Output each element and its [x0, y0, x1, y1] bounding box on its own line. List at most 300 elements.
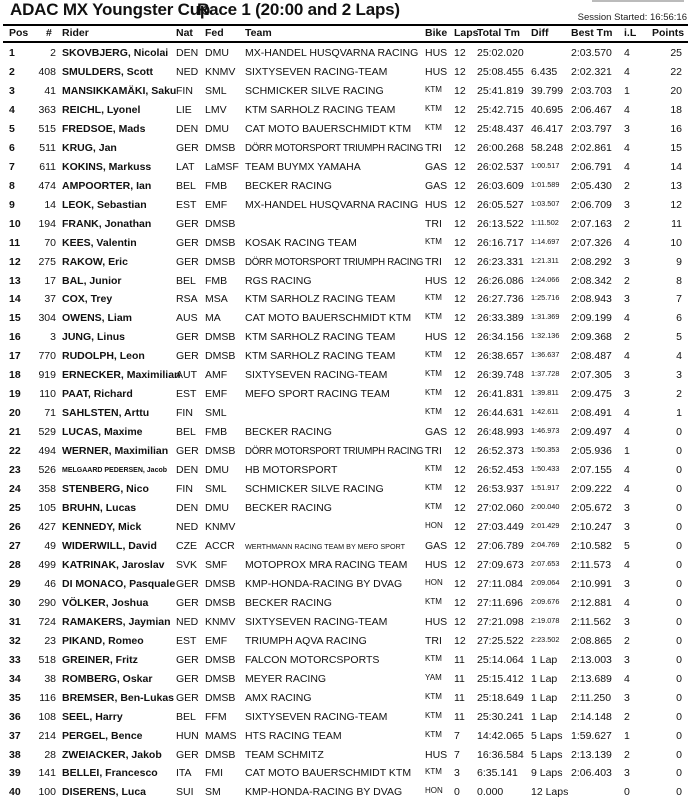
table-row [0, 442, 691, 461]
row-pos: 3 [9, 84, 15, 97]
row-fed: DMSB [205, 141, 236, 154]
row-pos: 39 [9, 767, 21, 780]
row-total-time: 27:21.098 [477, 615, 524, 628]
row-points: 25 [670, 47, 682, 59]
row-best-time: 2:02.321 [571, 65, 612, 78]
table-row [0, 594, 691, 613]
row-points: 1 [676, 407, 682, 420]
row-pos: 31 [9, 615, 21, 628]
row-number: 363 [38, 103, 56, 116]
row-laps: 12 [454, 539, 466, 552]
row-best-time: 2:10.991 [571, 577, 612, 590]
row-diff: 1:00.517 [531, 160, 560, 170]
row-total-time: 26:44.631 [477, 407, 524, 420]
row-rider: LUCAS, Maxime [62, 426, 143, 439]
row-laps: 12 [454, 445, 466, 458]
row-best-time: 2:09.199 [571, 312, 612, 325]
row-rider: OWENS, Liam [62, 312, 133, 325]
row-fed: EMF [205, 198, 228, 211]
row-best-time: 2:08.491 [571, 407, 612, 420]
row-diff: 1:36.637 [531, 350, 560, 360]
row-number: 100 [38, 786, 56, 799]
row-total-time: 25:02.020 [477, 47, 524, 59]
row-fed: KNMV [205, 65, 236, 78]
row-rider: PAAT, Richard [62, 388, 133, 401]
row-il: 5 [624, 539, 630, 552]
row-diff: 2:00.040 [531, 502, 560, 512]
row-number: 724 [38, 615, 56, 628]
row-il: 2 [624, 710, 630, 723]
row-bike: HUS [425, 615, 448, 628]
row-number: 194 [38, 217, 56, 230]
row-total-time: 25:14.064 [477, 653, 524, 666]
row-pos: 37 [9, 729, 21, 742]
row-team: TEAM SCHMITZ [245, 748, 324, 761]
row-pos: 30 [9, 596, 21, 609]
row-bike: KTM [425, 122, 442, 132]
row-laps: 12 [454, 293, 466, 306]
row-laps: 11 [454, 672, 465, 685]
row-fed: DMSB [205, 653, 236, 666]
row-il: 3 [624, 653, 630, 666]
row-points: 0 [676, 786, 682, 799]
row-laps: 12 [454, 198, 466, 211]
row-team: RGS RACING [245, 274, 312, 287]
row-pos: 13 [9, 274, 21, 287]
row-number: 46 [44, 577, 56, 590]
row-number: 427 [38, 521, 56, 533]
row-rider: GREINER, Fritz [62, 653, 138, 666]
row-diff: 12 Laps [531, 786, 569, 799]
row-points: 0 [676, 426, 682, 439]
row-nat: GER [176, 748, 199, 761]
row-bike: KTM [425, 312, 442, 322]
row-points: 12 [670, 198, 682, 211]
row-rider: SAHLSTEN, Arttu [62, 407, 150, 420]
row-best-time: 2:11.250 [571, 691, 612, 704]
row-il: 3 [624, 388, 630, 401]
row-diff: 1:42.611 [531, 407, 559, 417]
row-points: 18 [670, 103, 682, 116]
row-rider: RUDOLPH, Leon [62, 350, 145, 363]
row-team: WERTHMANN RACING TEAM BY MEFO SPORT [245, 541, 406, 551]
row-rider: REICHL, Lyonel [62, 103, 141, 116]
row-number: 141 [38, 767, 56, 780]
row-best-time: 2:03.570 [571, 47, 612, 59]
row-pos: 25 [9, 502, 21, 515]
row-best-time: 2:08.865 [571, 634, 612, 647]
row-best-time: 2:02.861 [571, 141, 612, 154]
row-laps: 7 [454, 729, 460, 742]
row-bike: KTM [425, 767, 442, 777]
row-diff: 1:37.728 [531, 369, 560, 379]
row-best-time: 2:03.703 [571, 84, 612, 97]
row-team: KTM SARHOLZ RACING TEAM [245, 103, 396, 116]
row-best-time: 2:10.247 [571, 521, 612, 533]
row-best-time: 2:13.689 [571, 672, 612, 685]
row-laps: 12 [454, 464, 466, 477]
row-pos: 5 [9, 122, 15, 135]
row-il: 4 [624, 426, 630, 439]
row-il: 3 [624, 122, 630, 135]
row-best-time: 2:07.155 [571, 464, 612, 477]
row-bike: KTM [425, 483, 442, 493]
row-team: KMP-HONDA-RACING BY DVAG [245, 577, 403, 590]
table-row [0, 651, 691, 670]
row-team: CAT MOTO BAUERSCHMIDT KTM [245, 767, 412, 780]
row-total-time: 26:39.748 [477, 369, 524, 382]
table-row [0, 253, 691, 272]
row-number: 41 [44, 84, 56, 97]
row-diff: 5 Laps [531, 748, 563, 761]
row-bike: TRI [425, 255, 442, 268]
row-nat: GER [176, 672, 199, 685]
col-points: Points [652, 27, 685, 39]
row-points: 20 [670, 84, 682, 97]
row-diff: 2:19.078 [531, 615, 560, 625]
row-team: FALCON MOTORCSPORTS [245, 653, 380, 666]
row-team: MEYER RACING [245, 672, 327, 685]
row-fed: SMF [205, 558, 228, 571]
row-pos: 2 [9, 65, 15, 78]
row-bike: KTM [425, 236, 442, 246]
row-best-time: 2:13.139 [571, 748, 612, 761]
table-row [0, 158, 691, 177]
row-number: 304 [38, 312, 56, 325]
row-rider: PERGEL, Bence [62, 729, 143, 742]
row-rider: BRUHN, Lucas [62, 502, 137, 515]
row-pos: 26 [9, 521, 21, 533]
row-fed: SM [205, 786, 221, 799]
row-rider: ZWEIACKER, Jakob [62, 748, 162, 761]
row-best-time: 2:09.475 [571, 388, 612, 401]
row-pos: 27 [9, 539, 21, 552]
table-row [0, 328, 691, 347]
row-diff: 1:50.353 [531, 445, 560, 455]
row-total-time: 27:11.084 [477, 577, 523, 590]
row-il: 4 [624, 464, 630, 477]
row-bike: HUS [425, 274, 448, 287]
row-diff: 1:39.811 [531, 388, 559, 398]
event-title: ADAC MX Youngster Cup [10, 0, 211, 19]
table-row [0, 366, 691, 385]
row-bike: TRI [425, 141, 442, 154]
row-fed: DMSB [205, 331, 236, 344]
row-laps: 12 [454, 65, 466, 78]
row-bike: GAS [425, 179, 448, 192]
row-pos: 11 [9, 236, 21, 249]
row-il: 3 [624, 521, 630, 533]
row-diff: 58.248 [531, 141, 564, 154]
row-pos: 9 [9, 198, 15, 211]
row-laps: 12 [454, 521, 466, 533]
row-nat: AUT [176, 369, 197, 382]
row-rider: RAMAKERS, Jaymian [62, 615, 171, 628]
row-rider: COX, Trey [62, 293, 113, 306]
row-nat: EST [176, 634, 197, 647]
col-il: i.L [624, 27, 637, 39]
row-laps: 12 [454, 141, 466, 154]
row-laps: 12 [454, 369, 466, 382]
row-rider: MANSIKKAMÄKI, Saku [62, 84, 177, 97]
row-laps: 12 [454, 160, 466, 173]
row-fed: DMU [205, 464, 229, 477]
row-laps: 0 [454, 786, 460, 799]
row-rider: LEOK, Sebastian [62, 198, 147, 211]
row-total-time: 27:25.522 [477, 634, 524, 647]
row-team: DÖRR MOTORSPORT TRIUMPH RACING [245, 142, 424, 154]
row-il: 4 [624, 47, 630, 59]
table-row [0, 44, 691, 63]
row-nat: NED [176, 615, 199, 628]
row-bike: GAS [425, 426, 448, 439]
row-nat: ITA [176, 767, 192, 780]
row-number: 71 [44, 407, 56, 420]
row-laps: 12 [454, 634, 466, 647]
row-team: MX-HANDEL HUSQVARNA RACING [245, 47, 419, 59]
row-total-time: 26:52.373 [477, 445, 524, 458]
row-nat: GER [176, 596, 199, 609]
row-il: 0 [624, 786, 630, 799]
row-pos: 4 [9, 103, 15, 116]
row-points: 13 [670, 179, 682, 192]
col-nat: Nat [176, 27, 193, 39]
row-bike: HUS [425, 198, 448, 211]
row-pos: 34 [9, 672, 21, 685]
row-number: 494 [38, 445, 56, 458]
row-diff: 1:11.502 [531, 217, 559, 227]
row-pos: 15 [9, 312, 21, 325]
row-fed: DMSB [205, 236, 236, 249]
row-fed: EMF [205, 634, 228, 647]
row-laps: 12 [454, 236, 466, 249]
row-nat: GER [176, 577, 199, 590]
row-points: 10 [670, 236, 682, 249]
row-diff: 1:32.136 [531, 331, 560, 341]
row-best-time: 2:09.497 [571, 426, 612, 439]
table-row [0, 177, 691, 196]
row-rider: SMULDERS, Scott [62, 65, 154, 78]
row-team: SCHMICKER SILVE RACING [245, 84, 384, 97]
row-diff: 46.417 [531, 122, 564, 135]
row-team: BECKER RACING [245, 502, 332, 515]
row-team: BECKER RACING [245, 179, 332, 192]
row-fed: DMSB [205, 691, 236, 704]
table-row [0, 727, 691, 746]
row-laps: 12 [454, 274, 466, 287]
row-fed: DMSB [205, 577, 236, 590]
row-team: SIXTYSEVEN RACING-TEAM [245, 710, 388, 723]
row-nat: LAT [176, 160, 195, 173]
row-total-time: 26:34.156 [477, 331, 524, 344]
row-nat: HUN [176, 729, 199, 742]
row-bike: TRI [425, 634, 442, 647]
row-diff: 1:46.973 [531, 426, 560, 436]
row-team: SIXTYSEVEN RACING-TEAM [245, 615, 388, 628]
row-il: 4 [624, 236, 630, 249]
row-pos: 1 [9, 47, 15, 59]
row-bike: TRI [425, 217, 442, 230]
row-points: 0 [676, 748, 682, 761]
row-bike: HUS [425, 558, 448, 571]
table-row [0, 461, 691, 480]
table-row [0, 499, 691, 518]
table-row [0, 215, 691, 234]
row-total-time: 25:41.819 [477, 84, 524, 97]
table-row [0, 670, 691, 689]
row-team: BECKER RACING [245, 426, 332, 439]
row-number: 17 [44, 274, 56, 287]
row-team: MEFO SPORT RACING TEAM [245, 388, 390, 401]
row-number: 526 [38, 464, 56, 477]
row-pos: 16 [9, 331, 21, 344]
row-team: DÖRR MOTORSPORT TRIUMPH RACING [245, 446, 424, 458]
row-fed: FMB [205, 426, 228, 439]
row-il: 3 [624, 255, 630, 268]
row-pos: 6 [9, 141, 15, 154]
row-bike: HON [425, 521, 443, 530]
row-fed: SML [205, 84, 227, 97]
table-row [0, 518, 691, 537]
row-il: 2 [624, 331, 630, 344]
col-laps: Laps [454, 27, 479, 39]
row-number: 611 [39, 160, 56, 173]
row-nat: NED [176, 65, 199, 78]
row-team: BECKER RACING [245, 596, 332, 609]
row-nat: GER [176, 141, 199, 154]
col-number: # [46, 27, 52, 39]
row-il: 3 [624, 369, 630, 382]
row-rider: AMPOORTER, Ian [62, 179, 152, 192]
row-rider: SEEL, Harry [62, 710, 123, 723]
row-fed: FMB [205, 179, 228, 192]
row-rider: BAL, Junior [62, 274, 122, 287]
row-total-time: 16:36.584 [477, 748, 524, 761]
row-il: 3 [624, 691, 630, 704]
row-nat: DEN [176, 47, 199, 59]
row-il: 4 [624, 483, 630, 496]
row-diff: 5 Laps [531, 729, 563, 742]
row-number: 37 [44, 293, 56, 306]
row-team: AMX RACING [245, 691, 312, 704]
row-diff: 6.435 [531, 65, 558, 78]
row-best-time: 2:06.403 [571, 767, 612, 780]
row-bike: KTM [425, 350, 442, 360]
row-il: 4 [624, 103, 630, 116]
row-points: 0 [676, 653, 682, 666]
row-points: 8 [676, 274, 682, 287]
row-fed: SML [205, 483, 227, 496]
row-pos: 23 [9, 464, 21, 477]
row-best-time: 2:07.305 [571, 369, 612, 382]
row-number: 23 [44, 634, 56, 647]
row-fed: DMSB [205, 217, 236, 230]
row-laps: 12 [454, 577, 466, 590]
row-number: 105 [38, 502, 56, 515]
row-pos: 32 [9, 634, 21, 647]
table-row [0, 613, 691, 632]
row-fed: AMF [205, 369, 228, 382]
row-points: 4 [676, 350, 682, 363]
row-bike: HUS [425, 748, 448, 761]
row-number: 770 [38, 350, 56, 363]
row-il: 2 [624, 179, 630, 192]
row-pos: 21 [9, 426, 21, 439]
row-pos: 7 [9, 160, 15, 173]
row-fed: MSA [205, 293, 228, 306]
row-number: 3 [50, 331, 56, 344]
row-pos: 14 [9, 293, 21, 306]
row-number: 49 [44, 539, 56, 552]
row-bike: KTM [425, 710, 442, 720]
row-points: 0 [676, 691, 682, 704]
row-best-time: 2:08.487 [571, 350, 612, 363]
row-total-time: 25:08.455 [477, 65, 524, 78]
row-points: 0 [676, 539, 682, 552]
table-row [0, 708, 691, 727]
row-total-time: 14:42.065 [477, 729, 524, 742]
row-rider: WIDERWILL, David [62, 539, 157, 552]
row-bike: KTM [425, 293, 442, 303]
row-nat: RSA [176, 293, 198, 306]
row-team: KMP-HONDA-RACING BY DVAG [245, 786, 403, 799]
row-bike: KTM [425, 502, 442, 512]
row-number: 275 [38, 255, 56, 268]
row-nat: CZE [176, 539, 197, 552]
row-total-time: 26:02.537 [477, 160, 524, 173]
table-row [0, 385, 691, 404]
row-diff: 1:24.066 [531, 274, 560, 284]
row-il: 3 [624, 577, 630, 590]
row-rider: BREMSER, Ben-Lukas [62, 691, 175, 704]
row-total-time: 26:05.527 [477, 198, 524, 211]
row-total-time: 26:38.657 [477, 350, 524, 363]
row-bike: KTM [425, 369, 442, 379]
row-points: 0 [676, 521, 682, 533]
row-pos: 38 [9, 748, 21, 761]
row-pos: 40 [9, 786, 21, 799]
row-nat: DEN [176, 502, 199, 515]
row-nat: GER [176, 236, 199, 249]
row-nat: FIN [176, 84, 193, 97]
table-row [0, 575, 691, 594]
row-diff: 39.799 [531, 84, 564, 97]
row-best-time: 2:07.326 [571, 236, 612, 249]
race-title: Race 1 (20:00 and 2 Laps) [197, 0, 400, 19]
row-points: 0 [676, 596, 682, 609]
row-fed: EMF [205, 388, 228, 401]
row-rider: ROMBERG, Oskar [62, 672, 153, 685]
row-nat: BEL [176, 426, 196, 439]
row-fed: DMSB [205, 748, 236, 761]
row-best-time: 2:05.430 [571, 179, 612, 192]
row-total-time: 25:15.412 [477, 672, 524, 685]
row-points: 22 [670, 65, 682, 78]
row-best-time: 2:11.573 [571, 558, 612, 571]
row-points: 14 [670, 160, 682, 173]
row-pos: 20 [9, 407, 21, 420]
row-total-time: 26:27.736 [477, 293, 524, 306]
table-row [0, 537, 691, 556]
table-row [0, 63, 691, 82]
row-rider: FRANK, Jonathan [62, 217, 152, 230]
row-total-time: 26:16.717 [477, 236, 524, 249]
row-il: 1 [624, 445, 630, 458]
row-il: 4 [624, 312, 630, 325]
row-points: 0 [676, 577, 682, 590]
row-bike: GAS [425, 160, 448, 173]
row-laps: 12 [454, 179, 466, 192]
